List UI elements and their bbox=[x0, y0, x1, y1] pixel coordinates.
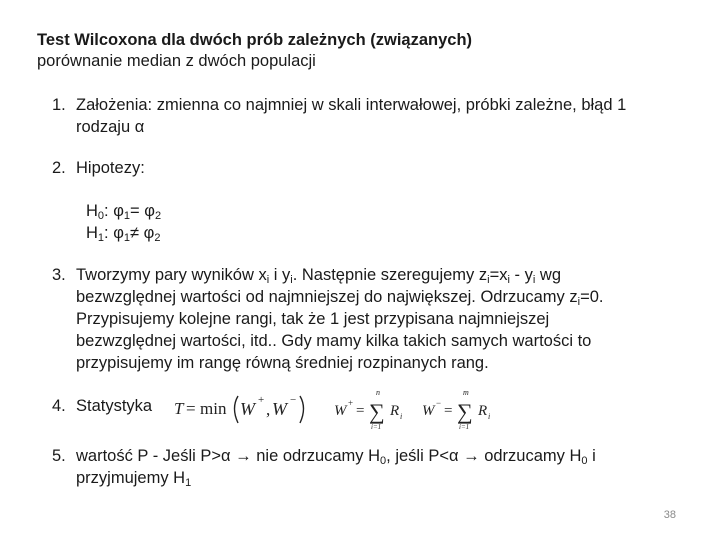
hypotheses-block bbox=[86, 200, 161, 244]
list-number: 1. bbox=[52, 96, 66, 114]
list-number: 3. bbox=[52, 266, 66, 284]
list-number: 4. bbox=[52, 397, 66, 415]
sum-symbol-2: ∑ bbox=[457, 399, 473, 424]
list-item-p-value bbox=[52, 445, 672, 489]
sum-bottom-1: i=1 bbox=[371, 423, 382, 430]
formula-Wplus: W bbox=[240, 399, 255, 419]
formula-R-1: R bbox=[390, 403, 400, 419]
title-line-2: porównanie median z dwóch populacji bbox=[37, 52, 316, 70]
formula-def-minus: − bbox=[436, 398, 442, 408]
formula-def-plus: + bbox=[348, 398, 354, 408]
hypothesis-h0: $H_0$: $\varphi_1= \varphi_2$ bbox=[86, 202, 162, 222]
sum-bottom-2: i=1 bbox=[459, 423, 470, 430]
hypothesis-h1: $H_1$: $\varphi_1\ne \varphi_2$ bbox=[86, 224, 161, 244]
formula-eq: = bbox=[186, 399, 196, 418]
sum-top-m: m bbox=[463, 388, 469, 397]
formula-eq-2: = bbox=[356, 403, 365, 419]
wilcoxon-formula bbox=[172, 386, 502, 430]
formula-Ri-sub-2: i bbox=[488, 412, 491, 421]
assumptions-text: Założenia: zmienna co najmniej w skali interwałowej, próbki zależne, błąd 1 rodzaju α bbox=[76, 96, 627, 136]
list-number: 5. bbox=[52, 447, 66, 465]
formula-Ri-sub-1: i bbox=[400, 412, 403, 421]
formula-Wminus: W bbox=[272, 399, 287, 419]
list-item-statistic bbox=[52, 395, 152, 417]
formula-sup-plus: + bbox=[258, 394, 265, 406]
list-item-hypotheses bbox=[52, 157, 145, 179]
paren-right bbox=[300, 396, 304, 423]
paren-left bbox=[235, 396, 239, 423]
formula-W-plus-def: W bbox=[334, 403, 347, 419]
formula-T: T bbox=[174, 399, 184, 418]
formula-sup-minus: − bbox=[290, 394, 297, 406]
formula-R-2: R bbox=[478, 403, 488, 419]
list-number: 2. bbox=[52, 159, 66, 177]
procedure-text: Tworzymy pary wyników $x_i$ i $y_i$. Następnie szeregujemy $z_i=x_i - y_i$ wg bezwzględnej wartości od najmniejszej do największej. Odrzucamy $z_i=0$. Przypisujemy kolejne rangi, tak że 1 jest przypisana najmniejszej bezwzględnej wartości, itd.. Gdy mamy kilka takich samych wartości to przypisujemy im rangę równą średniej rozpinanych rang. bbox=[76, 266, 604, 372]
formula-comma: , bbox=[266, 400, 271, 419]
page-number: 38 bbox=[663, 509, 676, 521]
hypotheses-label: Hipotezy: bbox=[76, 159, 145, 177]
sum-top-n: n bbox=[376, 388, 380, 397]
formula-W-minus-def: W bbox=[422, 403, 435, 419]
formula-eq-3: = bbox=[444, 403, 453, 419]
formula-min: min bbox=[200, 399, 227, 418]
statistic-label: Statystyka bbox=[76, 397, 153, 415]
p-value-text: wartość P - Jeśli P>α → nie odrzucamy $H_0$, jeśli P<α → odrzucamy $H_0$ i przyjmujemy $H_1$ bbox=[76, 447, 596, 489]
slide-title bbox=[37, 30, 472, 72]
list-item-assumptions bbox=[52, 94, 682, 138]
title-line-1: Test Wilcoxona dla dwóch prób zależnych (związanych) bbox=[37, 31, 473, 49]
list-item-procedure bbox=[52, 264, 652, 374]
sum-symbol-1: ∑ bbox=[369, 399, 385, 424]
